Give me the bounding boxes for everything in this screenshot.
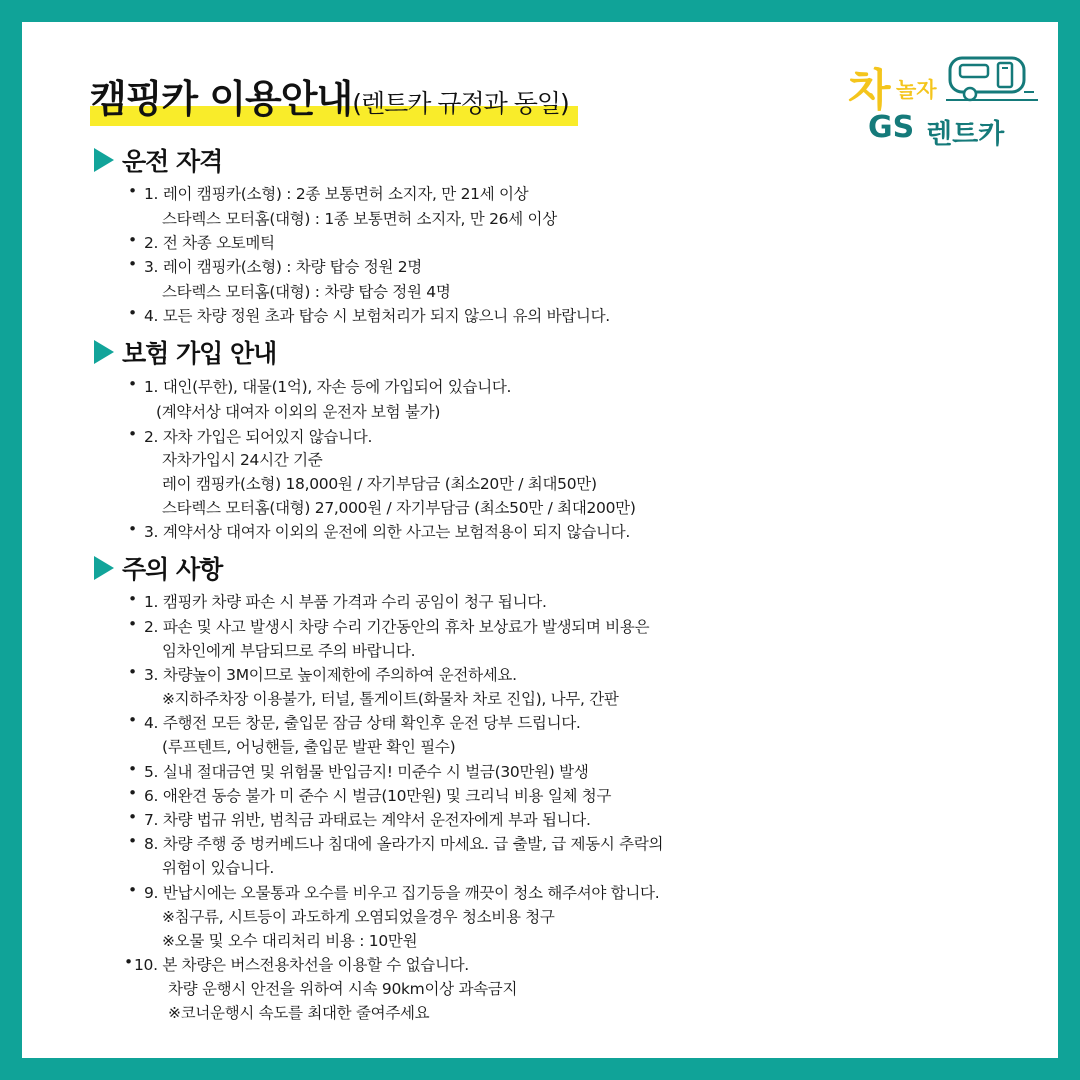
list-item: 자차가입시 24시간 기준 <box>162 451 323 469</box>
campervan-icon <box>946 54 1038 104</box>
list-item: 4. 모든 차량 정원 초과 탑승 시 보험처리가 되지 않으니 유의 바랍니다. <box>144 307 610 325</box>
list-item: 4. 주행전 모든 창문, 출입문 잠금 상태 확인후 운전 당부 드립니다. <box>144 714 581 732</box>
bullet: • <box>128 231 138 249</box>
logo-rentcar: 렌트카 <box>926 119 1005 150</box>
list-item: ※침구류, 시트등이 과도하게 오염되었을경우 청소비용 청구 <box>162 908 555 926</box>
section-heading-caution <box>94 550 222 586</box>
list-item: ※오물 및 오수 대리처리 비용 : 10만원 <box>162 932 418 950</box>
list-item: ※코너운행시 속도를 최대한 줄여주세요 <box>168 1004 430 1022</box>
section-triangle-icon <box>94 148 114 172</box>
list-item: 스타렉스 모터홈(대형) : 1종 보통면허 소지자, 만 26세 이상 <box>162 210 557 228</box>
list-item: ※지하주차장 이용불가, 터널, 톨게이트(화물차 차로 진입), 나무, 간판 <box>162 690 619 708</box>
bullet: • <box>128 425 138 443</box>
list-item: 3. 계약서상 대여자 이외의 운전에 의한 사고는 보험적용이 되지 않습니다. <box>144 523 630 541</box>
section-title: 운전 자격 <box>122 147 223 176</box>
logo-nolja: 놀자 <box>896 78 937 102</box>
logo-gs: GS <box>868 110 915 145</box>
bullet: • <box>128 881 138 899</box>
list-item: 7. 차량 법규 위반, 범칙금 과태료는 계약서 운전자에게 부과 됩니다. <box>144 811 591 829</box>
bullet: • <box>128 375 138 393</box>
section-heading-insurance <box>94 334 276 370</box>
list-item: 10. 본 차량은 버스전용차선을 이용할 수 없습니다. <box>134 956 469 974</box>
bullet: • <box>128 590 138 608</box>
section-triangle-icon <box>94 340 114 364</box>
list-item: 3. 차량높이 3M이므로 높이제한에 주의하여 운전하세요. <box>144 666 517 684</box>
list-item: 스타렉스 모터홈(대형) 27,000원 / 자기부담금 (최소50만 / 최대200만) <box>162 499 636 517</box>
brand-logo <box>848 52 1038 152</box>
list-item: 5. 실내 절대금연 및 위험물 반입금지! 미준수 시 벌금(30만원) 발생 <box>144 763 589 781</box>
bullet: • <box>128 760 138 778</box>
section-title: 보험 가입 안내 <box>122 339 277 368</box>
section-title: 주의 사항 <box>122 555 223 584</box>
bullet: • <box>128 663 138 681</box>
list-item: 6. 애완견 동승 불가 미 준수 시 벌금(10만원) 및 크리닉 비용 일체 청구 <box>144 787 612 805</box>
bullet: • <box>128 711 138 729</box>
section-heading-license <box>94 142 222 178</box>
list-item: (계약서상 대여자 이외의 운전자 보험 불가) <box>156 403 441 421</box>
list-item: 레이 캠핑카(소형) 18,000원 / 자기부담금 (최소20만 / 최대50만) <box>162 475 597 493</box>
bullet: • <box>128 182 138 200</box>
list-item: 3. 레이 캠핑카(소형) : 차량 탑승 정원 2명 <box>144 258 422 276</box>
info-card <box>22 22 1058 1058</box>
list-item: 2. 파손 및 사고 발생시 차량 수리 기간동안의 휴차 보상료가 발생되며 비용은 <box>144 618 650 636</box>
list-item: 위험이 있습니다. <box>162 859 274 877</box>
bullet: • <box>128 520 138 538</box>
section-triangle-icon <box>94 556 114 580</box>
list-item: 1. 대인(무한), 대물(1억), 자손 등에 가입되어 있습니다. <box>144 378 512 396</box>
title-text <box>90 68 569 123</box>
bullet: • <box>124 953 134 971</box>
list-item: 9. 반납시에는 오물통과 오수를 비우고 집기등을 깨끗이 청소 해주셔야 합니다. <box>144 884 660 902</box>
bullet: • <box>128 615 138 633</box>
logo-cha: 차 <box>848 65 891 116</box>
bullet: • <box>128 784 138 802</box>
list-item: 임차인에게 부담되므로 주의 바랍니다. <box>162 642 416 660</box>
list-item: 2. 전 차종 오토메틱 <box>144 234 275 252</box>
list-item: 차량 운행시 안전을 위하여 시속 90km이상 과속금지 <box>168 980 518 998</box>
list-item: 1. 캠핑카 차량 파손 시 부품 가격과 수리 공임이 청구 됩니다. <box>144 593 547 611</box>
bullet: • <box>128 808 138 826</box>
list-item: 8. 차량 주행 중 벙커베드나 침대에 올라가지 마세요. 급 출발, 급 제동시 추락의 <box>144 835 664 853</box>
list-item: 스타렉스 모터홈(대형) : 차량 탑승 정원 4명 <box>162 283 451 301</box>
title-main: 캠핑카 이용안내 <box>90 77 353 121</box>
list-item: 2. 자차 가입은 되어있지 않습니다. <box>144 428 373 446</box>
title-sub: (렌트카 규정과 동일) <box>352 89 569 118</box>
bullet: • <box>128 255 138 273</box>
list-item: 1. 레이 캠핑카(소형) : 2종 보통면허 소지자, 만 21세 이상 <box>144 185 529 203</box>
page-title <box>90 68 569 123</box>
bullet: • <box>128 304 138 322</box>
list-item: (루프텐트, 어닝핸들, 출입문 발판 확인 필수) <box>162 738 456 756</box>
bullet: • <box>128 832 138 850</box>
